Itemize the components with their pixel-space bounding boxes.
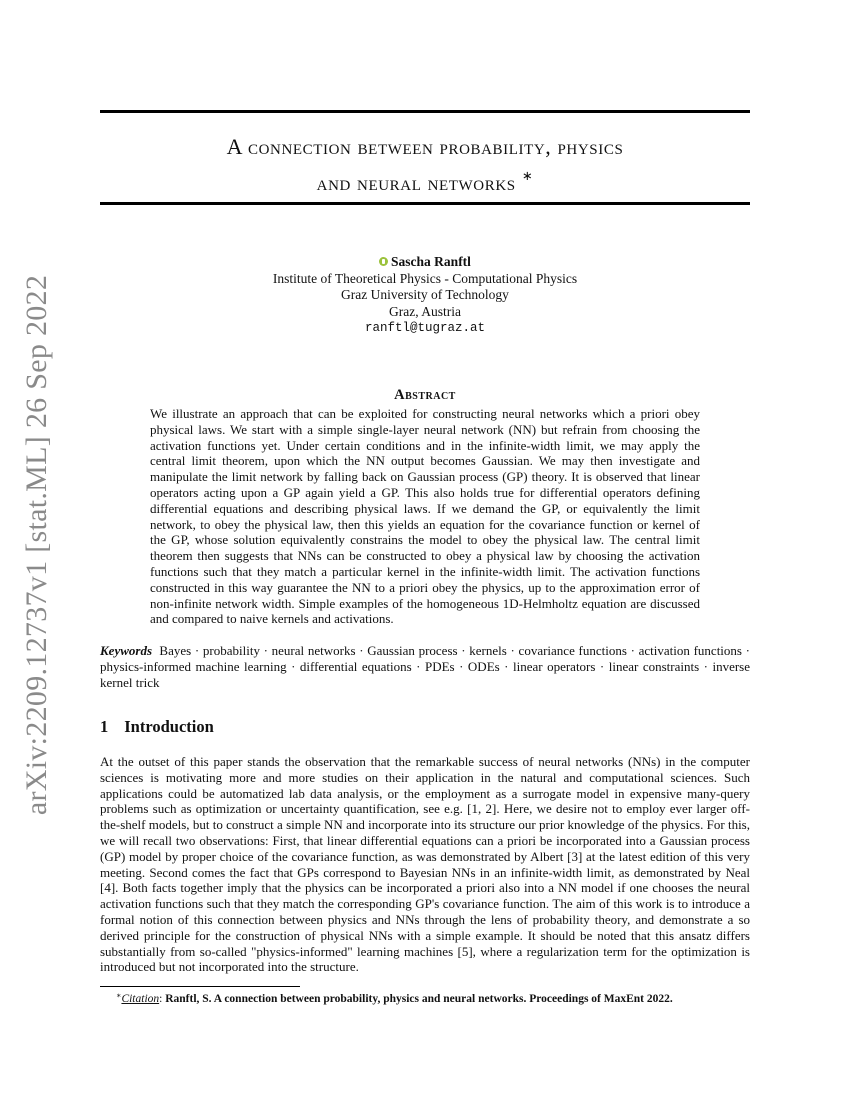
section-title: Introduction bbox=[124, 717, 214, 736]
affiliation-line: Graz, Austria bbox=[389, 303, 461, 319]
orcid-icon[interactable] bbox=[379, 257, 388, 266]
title-bottom-rule bbox=[100, 202, 750, 205]
footnote-text: Ranftl, S. A connection between probability, physics and neural networks. Proceedings of MaxEnt 2022. bbox=[165, 993, 673, 1005]
paper-title-line-2-text: and neural networks bbox=[316, 170, 516, 195]
keywords-list: Bayes · probability · neural networks · Gaussian process · kernels · covariance functions · activation functions · physics-informed machine learning · differential equations · PDEs · ODEs · linear operators · linear constraints · inverse kernel trick bbox=[100, 643, 751, 690]
footnote-rule bbox=[100, 986, 300, 987]
paper-title-line-2 bbox=[100, 161, 750, 197]
paper-title-line-1: A connection between probability, physics bbox=[226, 134, 624, 159]
affiliation-line: Graz University of Technology bbox=[341, 287, 509, 302]
introduction-text: At the outset of this paper stands the observation that the remarkable success of neural networks (NNs) in the computer sciences is motivating more and more studies on their application in the natural and computational sciences. Such applications could be automatized lab data analysis, or the employment as a surrogate model in expensive many-query problems such as optimization or uncertainty quantification, see e.g. [1, 2]. Here, we desire not to employ ever larger off-the-shelf models, but to construct a simple NN and incorporate into its structure our prior knowledge of the physics. For this, we will recall two observations: First, that linear differential equations can a priori be incorporated into a Gaussian process (GP) model by proper choice of the covariance function, as was demonstrated by Albert [3] at the latest edition of this very meeting. Second comes the fact that GPs correspond to Bayesian NNs in an infinite-width limit, as demonstrated by Neal [4]. Both facts together imply that the physics can be incorporated a priori also into a NN model if one chooses the neural activation functions such that they match the corresponding GP's covariance function. The aim of this work is to introduce a formal notion of this connection between physics and NNs through the lens of probability theory, and demonstrate a so derived principle for the construction of physical NNs with a simple example. It should be noted that this ansatz differs substantially from so-called "physics-informed" learning machines [5], where a regularization term for the optimization is introduced but not incorporated into the structure. bbox=[100, 754, 750, 975]
keywords-label: Keywords bbox=[100, 643, 152, 658]
paper-title bbox=[100, 132, 750, 197]
section-heading-introduction bbox=[100, 717, 214, 737]
author-email[interactable]: ranftl@tugraz.at bbox=[364, 321, 486, 335]
abstract-text: We illustrate an approach that can be exploited for constructing neural networks which a priori obey physical laws. We start with a simple single-layer neural network (NN) but refrain from choosing the activation functions yet. Under certain conditions and in the infinite-width limit, we may apply the central limit theorem, upon which the NN output becomes Gaussian. We may then investigate and manipulate the limit network by falling back on Gaussian process (GP) theory. It is observed that linear operators acting upon a GP again yield a GP. This also holds true for differential operators defining differential equations and describing physical laws. If we demand the GP, or equivalently the limit network, to obey the physical law, then this yields an equation for the covariance function or kernel of the GP, whose solution equivalently constrains the model to obey the physical law. The central limit theorem then suggests that NNs can be constructed to obey a physical law by choosing the activation functions such that they match a particular kernel in the infinite-width limit. The activation functions constructed in this way guarantee the NN to a priori obey the physics, up to the approximation error of non-infinite network width. Simple examples of the homogeneous 1D-Helmholtz equation are discussed and compared to naive kernels and activations. bbox=[150, 406, 700, 627]
author-line bbox=[100, 254, 750, 271]
arxiv-identifier-stamp: arXiv:2209.12737v1 [stat.ML] 26 Sep 2022 bbox=[20, 274, 53, 816]
section-number: 1 bbox=[100, 717, 109, 736]
footnote: ∗Citation: Ranftl, S. A connection between probability, physics and neural networks. Proceedings of MaxEnt 2022. bbox=[116, 991, 673, 1005]
footnote-label[interactable]: Citation bbox=[121, 993, 160, 1005]
title-top-rule bbox=[100, 110, 750, 113]
abstract-heading: Abstract bbox=[394, 387, 456, 403]
author-block bbox=[100, 254, 750, 337]
footnote-mark: ∗ bbox=[116, 991, 122, 1000]
title-footnote-mark[interactable]: ∗ bbox=[521, 168, 534, 183]
author-name: Sascha Ranftl bbox=[391, 254, 471, 269]
keywords-block bbox=[100, 643, 750, 690]
affiliation-line: Institute of Theoretical Physics - Computational Physics bbox=[272, 270, 578, 286]
